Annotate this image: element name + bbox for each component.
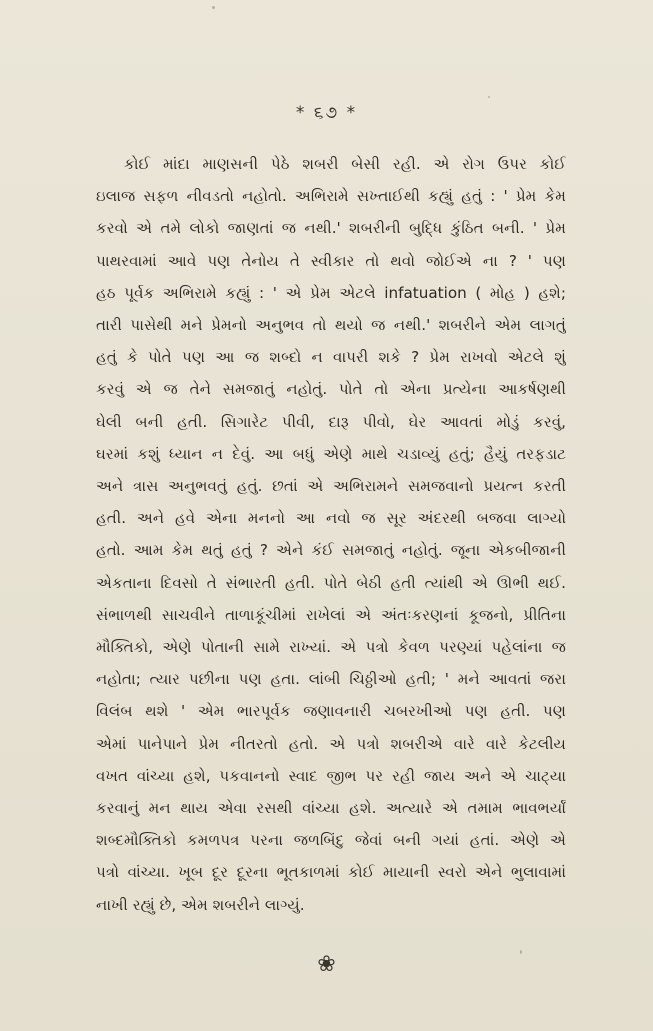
text-line: કોઈ માંદા માણસની પેઠે શબરી બેસી રહી. એ રોગ ઉપર કોઈ [124, 155, 566, 173]
text-line: પત્રો વાંચ્યા. ખૂબ દૂર દૂરના ભૂતકાળમાં કોઈ માયાની સ્વરો એને ભુલાવામાં [96, 863, 566, 882]
paper-speck [488, 96, 490, 98]
text-line: નાખી રહ્યું છે, એમ શબરીને લાગ્યું. [96, 895, 305, 914]
text-line: પાથરવામાં આવે પણ તેનોય તે સ્વીકાર તો થવો જોઈએ ના ? ' પણ [96, 251, 566, 270]
text-line: ઇલાજ સફળ નીવડતો નહોતો. અભિરામે સખ્તાઈથી કહ્યું હતું : ' પ્રેમ કેમ [96, 187, 566, 206]
text-line: મૌક્તિકો, એણે પોતાની સામે રાખ્યાં. એ પત્રો કેવળ પરણ્યાં પહેલાંના જ [96, 638, 566, 657]
chapter-body-paragraph [96, 148, 566, 921]
text-line: અને ત્રાસ અનુભવતું હતું. છતાં એ અભિરામને સમજવાનો પ્રયત્ન કરતી [96, 477, 566, 496]
flower-ornament-icon: ❀ [317, 952, 336, 977]
text-line: હતું કે પોતે પણ આ જ શબ્દો ન વાપરી શકે ? પ્રેમ રાખવો એટલે શું [96, 348, 566, 367]
paper-speck [212, 6, 215, 9]
text-line: એકતાના દિવસો તે સંભારતી હતી. પોતે બેઠી હતી ત્યાંથી એ ઊભી થઈ. [96, 573, 566, 592]
text-line: ઘેલી બની હતી. સિગારેટ પીવી, દારૂ પીવો, ઘેર આવતાં મોડું કરવું, [96, 412, 566, 431]
chapter-number-heading: * ૬૭ * [295, 103, 358, 123]
text-line: હતી. અને હવે એના મનનો આ નવો જ સૂર અંદરથી બજવા લાગ્યો [96, 509, 566, 528]
text-line: સંભાળથી સાચવીને તાળાકૂંચીમાં રાખેલાં એ અંતઃકરણનાં કૂજનો, પ્રીતિના [96, 605, 566, 624]
text-line: તારી પાસેથી મને પ્રેમનો અનુભવ તો થયો જ નથી.' શબરીને એમ લાગતું [96, 316, 566, 335]
text-line: શબ્દમૌક્તિકો કમળપત્ર પરના જળબિંદુ જેવાં બની ગયાં હતાં. એણે એ [96, 831, 566, 850]
text-line: વખત વાંચ્યા હશે, પકવાનનો સ્વાદ જીભ પર રહી જાય અને એ ચાટ્યા [96, 766, 566, 785]
text-line: કરવો એ તમે લોકો જાણતાં જ નથી.' શબરીની બુદ્ધિ કુંઠિત બની. ' પ્રેમ [96, 219, 566, 238]
text-line: હઠ પૂર્વક અભિરામે કહ્યું : ' એ પ્રેમ એટલે infatuation ( મોહ ) હશે; [96, 283, 566, 302]
text-line: ઘરમાં કશું ધ્યાન ન દેવું. આ બધું એણે માથે ચડાવ્યું હતું; હૈયું તરફડાટ [96, 444, 566, 463]
text-line: નહોતા; ત્યાર પછીના પણ હતા. લાંબી ચિઠ્ઠીઓ હતી; ' મને આવતાં જરા [96, 670, 566, 689]
text-line: કરવું એ જ તેને સમજાતું નહોતું. પોતે તો એના પ્રત્યેના આકર્ષણથી [96, 380, 566, 399]
text-line: કરવાનું મન થાય એવા રસથી વાંચ્યા હશે. અત્યારે એ તમામ ભાવભર્યાં [96, 799, 566, 818]
text-line: વિલંબ થશે ' એમ ભારપૂર્વક જણાવનારી ચબરખીઓ પણ હતી. પણ [96, 702, 566, 721]
text-line: હતો. આમ કેમ થતું હતું ? એને કંઈ સમજાતું નહોતું. જૂના એકબીજાની [96, 541, 566, 560]
text-line: એમાં પાનેપાને પ્રેમ નીતરતો હતો. એ પત્રો શબરીએ વારે વારે કેટલીય [96, 734, 566, 753]
